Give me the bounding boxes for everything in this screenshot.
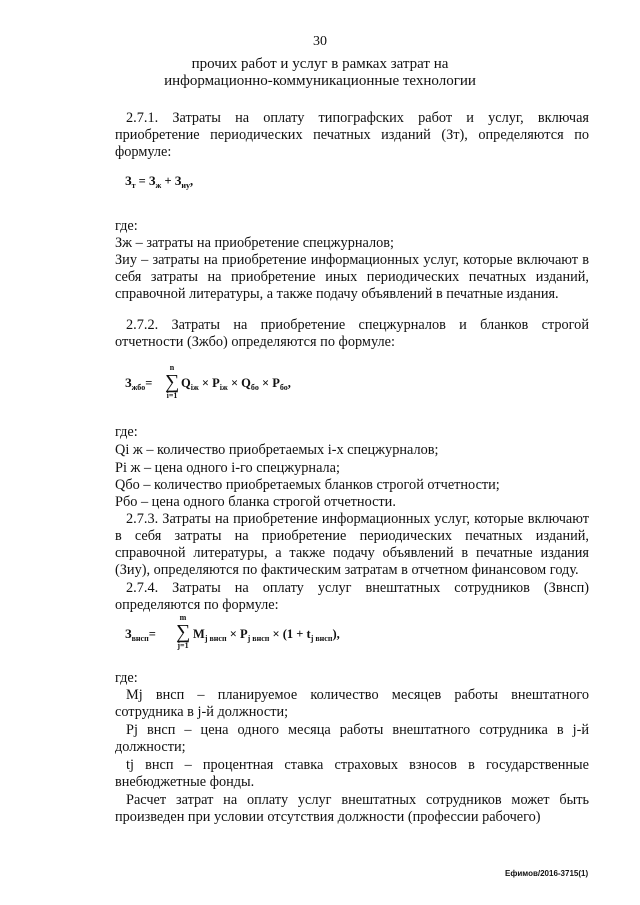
- definition-zh: Зж – затраты на приобретение спецжурналов;: [115, 235, 394, 251]
- paragraph-calculation: Расчет затрат на оплату услуг внештатных сотрудников может быть произведен при условии отсутствия должности (профессии рабочего): [115, 792, 589, 825]
- formula-special-journals-body: $Q_{iж} \times P_{iж} \times Q_{бо} \times P_{бо}$,: [181, 376, 291, 392]
- section-heading: [0, 56, 640, 90]
- formula-freelance-body: $M_{j внсп} \times P_{j внсп} \times (1 + t_{j внсп})$,: [193, 627, 340, 643]
- definition-qbo: Qбо – количество приобретаемых бланков строгой отчетности;: [115, 477, 500, 493]
- heading-line-2: информационно-коммуникационные технологии: [164, 73, 476, 89]
- formula-special-journals: $З_{жбо}=$: [125, 376, 153, 392]
- definition-qij: Qi ж – количество приобретаемых i-х спецжурналов;: [115, 442, 439, 458]
- paragraph-2-7-3: 2.7.3. Затраты на приобретение информационных услуг, которые включают в себя затраты на приобретение периодических печатных изданий, справочной литературы, а также подачу объявлений в печатные издания (Зиу), определяются по фактическим затратам в отчетном финансовом году.: [115, 511, 589, 578]
- definition-pij: Pi ж – цена одного i-го спецжурнала;: [115, 460, 340, 476]
- definition-mj: Mj внсп – планируемое количество месяцев работы внештатного сотрудника в j-й должности;: [115, 687, 589, 720]
- formula-freelance: $З_{внсп}=$: [125, 627, 156, 643]
- paragraph-2-7-2: 2.7.2. Затраты на приобретение спецжурналов и бланков строгой отчетности (Зжбо) определяются по формуле:: [115, 317, 589, 350]
- definition-tj: tj внсп – процентная ставка страховых взносов в государственные внебюджетные фонды.: [115, 757, 589, 790]
- paragraph-2-7-1: 2.7.1. Затраты на оплату типографских работ и услуг, включая приобретение периодических печатных изданий (Зт), определяются по формуле:: [115, 110, 589, 160]
- page-number: 30: [313, 34, 327, 49]
- heading-line-1: прочих работ и услуг в рамках затрат на: [191, 56, 449, 72]
- definition-pj: Pj внсп – цена одного месяца работы внештатного сотрудника в j-й должности;: [115, 722, 589, 755]
- definition-pbo: Pбо – цена одного бланка строгой отчетности.: [115, 494, 396, 510]
- formula-typography: $З_т = З_ж + З_{иу}$,: [125, 174, 194, 190]
- definition-ziu: Зиу – затраты на приобретение информационных услуг, которые включают в себя затраты на приобретение иных периодических печатных изданий, справочной литературы, а также подачу объявлений в печатные издания.: [115, 252, 589, 302]
- where-label-2: где:: [115, 424, 138, 440]
- paragraph-2-7-4: 2.7.4. Затраты на оплату услуг внештатных сотрудников (Звнсп) определяются по формуле:: [115, 580, 589, 613]
- sum-operator-i: n ∑ i=1: [165, 363, 180, 400]
- document-footer-code: Ефимов/2016-3715(1): [505, 869, 589, 878]
- where-label-3: где:: [115, 670, 138, 686]
- where-label-1: где:: [115, 218, 138, 234]
- sum-operator-j: m ∑ j=1: [176, 613, 191, 650]
